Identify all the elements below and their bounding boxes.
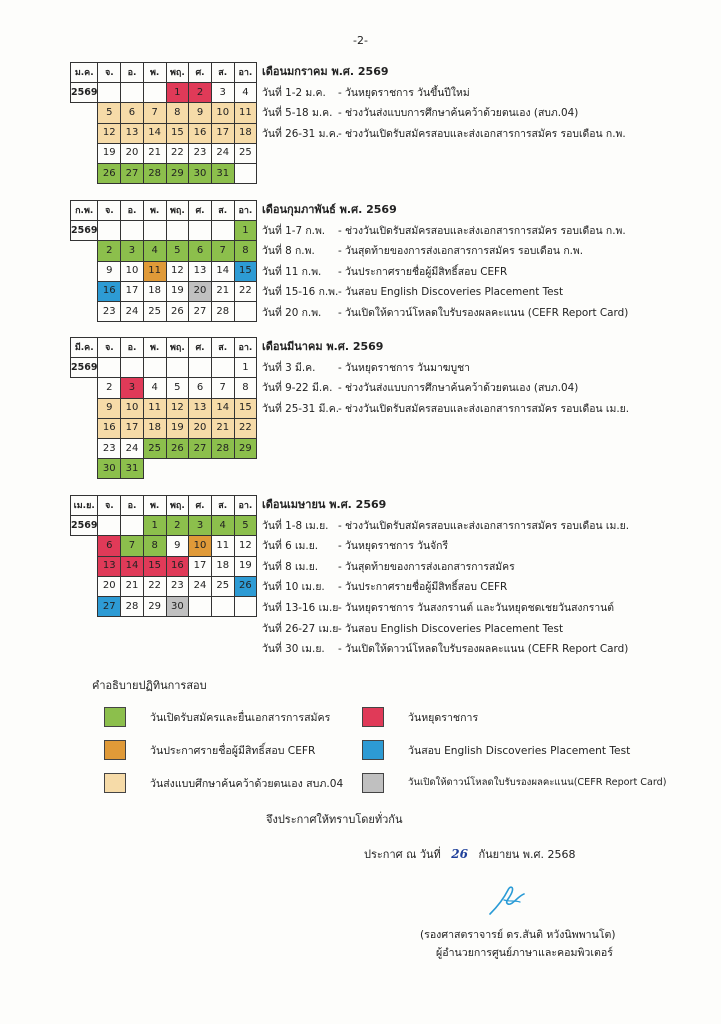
day-cell: 4 (143, 378, 166, 398)
day-cell: 7 (143, 103, 166, 123)
month-label: ก.พ. (71, 201, 98, 221)
empty-cell (71, 459, 98, 479)
day-cell: 11 (143, 261, 166, 281)
weekday-header: พฤ. (166, 201, 189, 221)
day-cell: 17 (189, 556, 212, 576)
event-item (262, 103, 626, 124)
empty-cell (71, 143, 98, 163)
event-item (262, 221, 628, 242)
day-cell: 9 (98, 398, 121, 418)
empty-cell (71, 556, 98, 576)
weekday-header: พ. (143, 201, 166, 221)
day-cell: 2 (166, 516, 189, 536)
day-cell: 23 (98, 438, 121, 458)
day-cell: 10 (211, 103, 234, 123)
day-cell: 27 (189, 438, 212, 458)
weekday-header: ส. (211, 63, 234, 83)
day-cell: 20 (189, 418, 212, 438)
event-item (262, 619, 629, 640)
day-cell: 10 (121, 261, 144, 281)
day-cell: 28 (211, 301, 234, 321)
day-cell: 17 (211, 123, 234, 143)
day-cell: 6 (189, 241, 212, 261)
day-cell: 6 (121, 103, 144, 123)
day-cell: 21 (143, 143, 166, 163)
month-label: มี.ค. (71, 338, 98, 358)
day-cell: 29 (143, 596, 166, 616)
weekday-header: อ. (121, 496, 144, 516)
day-cell: 23 (98, 301, 121, 321)
empty-cell (71, 576, 98, 596)
event-item (262, 303, 628, 324)
day-cell: 26 (166, 438, 189, 458)
day-cell: 27 (121, 163, 144, 183)
empty-cell (71, 123, 98, 143)
weekday-header: ศ. (189, 63, 212, 83)
day-cell (189, 596, 212, 616)
day-cell: 24 (211, 143, 234, 163)
day-cell (143, 358, 166, 378)
weekday-header: ศ. (189, 201, 212, 221)
day-cell: 10 (189, 536, 212, 556)
weekday-header: ศ. (189, 496, 212, 516)
weekday-header: จ. (98, 63, 121, 83)
day-cell (189, 221, 212, 241)
announcement-date (364, 845, 575, 863)
event-description: - ช่วงวันเปิดรับสมัครสอบและส่งเอกสารการสมัคร รอบเดือน เม.ย. (338, 402, 630, 415)
day-cell: 26 (98, 163, 121, 183)
day-cell: 16 (166, 556, 189, 576)
weekday-header: อ. (121, 201, 144, 221)
day-cell: 12 (234, 536, 257, 556)
day-cell (234, 301, 257, 321)
weekday-header: พฤ. (166, 338, 189, 358)
event-list (262, 62, 626, 144)
day-cell (211, 221, 234, 241)
day-cell: 19 (166, 418, 189, 438)
day-cell (143, 221, 166, 241)
day-cell: 19 (166, 281, 189, 301)
day-cell: 18 (143, 418, 166, 438)
announce-prefix: ประกาศ ณ วันที่ (364, 848, 441, 861)
signatory-position: ผู้อำนวยการศูนย์ภาษาและคอมพิวเตอร์ (436, 947, 613, 959)
day-cell: 27 (189, 301, 212, 321)
event-date: วันที่ 26-31 ม.ค. (262, 127, 339, 140)
day-cell: 14 (121, 556, 144, 576)
day-cell: 19 (234, 556, 257, 576)
legend-label: วันเปิดให้ดาวน์โหลดใบรับรองผลคะแนน(CEFR Report Card) (408, 777, 667, 788)
event-description: - วันเปิดให้ดาวน์โหลดใบรับรองผลคะแนน (CEFR Report Card) (338, 306, 629, 319)
weekday-header: จ. (98, 201, 121, 221)
day-cell: 26 (166, 301, 189, 321)
day-cell: 7 (211, 241, 234, 261)
day-cell: 1 (166, 83, 189, 103)
day-cell: 26 (234, 576, 257, 596)
event-item (262, 399, 629, 420)
day-cell: 31 (211, 163, 234, 183)
event-description: - ช่วงวันเปิดรับสมัครสอบและส่งเอกสารการสมัคร รอบเดือน ก.พ. (338, 224, 626, 237)
day-cell: 1 (234, 221, 257, 241)
event-description: - วันประกาศรายชื่อผู้มีสิทธิ์สอบ CEFR (338, 581, 508, 594)
event-description: - วันเปิดให้ดาวน์โหลดใบรับรองผลคะแนน (CEFR Report Card) (338, 643, 629, 656)
day-cell: 21 (211, 418, 234, 438)
event-item (262, 598, 629, 619)
legend-label: วันประกาศรายชื่อผู้มีสิทธิ์สอบ CEFR (150, 745, 316, 757)
day-cell: 14 (211, 261, 234, 281)
day-cell: 8 (143, 536, 166, 556)
day-cell: 17 (121, 418, 144, 438)
weekday-header: พ. (143, 496, 166, 516)
day-cell: 13 (121, 123, 144, 143)
legend-title: คำอธิบายปฏิทินการสอบ (92, 679, 207, 692)
weekday-header: พ. (143, 338, 166, 358)
day-cell: 18 (211, 556, 234, 576)
day-cell: 2 (98, 378, 121, 398)
event-date: วันที่ 6 เม.ย. (262, 540, 319, 553)
legend-swatch (362, 773, 384, 793)
event-item (262, 241, 628, 262)
event-date: วันที่ 13-16 เม.ย (262, 601, 339, 614)
day-cell: 5 (234, 516, 257, 536)
day-cell: 2 (98, 241, 121, 261)
day-cell: 8 (166, 103, 189, 123)
day-cell: 5 (166, 241, 189, 261)
empty-cell (71, 241, 98, 261)
day-cell: 13 (189, 398, 212, 418)
day-cell: 4 (211, 516, 234, 536)
day-cell: 15 (234, 261, 257, 281)
day-cell: 11 (234, 103, 257, 123)
event-list (262, 200, 628, 324)
day-cell: 28 (211, 438, 234, 458)
event-date: วันที่ 8 เม.ย. (262, 560, 319, 573)
calendar-table (70, 200, 257, 322)
month-title: เดือนกุมภาพันธ์ พ.ศ. 2569 (262, 203, 397, 216)
legend-label: วันหยุดราชการ (408, 712, 479, 724)
day-cell: 4 (234, 83, 257, 103)
day-cell: 25 (211, 576, 234, 596)
event-description: - วันสุดท้ายของการส่งเอกสารการสมัคร รอบเดือน ก.พ. (338, 245, 584, 258)
empty-cell (71, 281, 98, 301)
weekday-header: พฤ. (166, 63, 189, 83)
announce-suffix: กันยายน พ.ศ. 2568 (478, 848, 576, 861)
day-cell: 17 (121, 281, 144, 301)
weekday-header: จ. (98, 496, 121, 516)
day-cell: 5 (98, 103, 121, 123)
day-cell: 25 (143, 438, 166, 458)
event-date: วันที่ 9-22 มี.ค. (262, 382, 333, 395)
day-cell: 3 (121, 378, 144, 398)
legend-label: วันสอบ English Discoveries Placement Test (408, 745, 631, 757)
event-description: - ช่วงวันเปิดรับสมัครสอบและส่งเอกสารการสมัคร รอบเดือน ก.พ. (338, 127, 626, 140)
event-date: วันที่ 15-16 ก.พ. (262, 286, 339, 299)
signature-icon (484, 880, 534, 920)
event-date: วันที่ 1-8 เม.ย. (262, 519, 329, 532)
event-description: - วันประกาศรายชื่อผู้มีสิทธิ์สอบ CEFR (338, 265, 508, 278)
day-cell: 28 (121, 596, 144, 616)
year-label: 2569 (71, 83, 98, 103)
day-cell: 9 (98, 261, 121, 281)
day-cell: 3 (211, 83, 234, 103)
event-description: - วันสอบ English Discoveries Placement Test (338, 622, 564, 635)
legend-swatch (362, 707, 384, 727)
event-description: - วันหยุดราชการ วันมาฆบูชา (338, 361, 470, 374)
day-cell (98, 516, 121, 536)
day-cell (121, 516, 144, 536)
day-cell: 24 (121, 301, 144, 321)
weekday-header: อา. (234, 338, 257, 358)
event-description: - วันหยุดราชการ วันสงกรานต์ และวันหยุดชดเชยวันสงกรานต์ (338, 601, 615, 614)
event-item (262, 557, 629, 578)
event-date: วันที่ 1-7 ก.พ. (262, 224, 326, 237)
day-cell (211, 596, 234, 616)
event-date: วันที่ 5-18 ม.ค. (262, 107, 333, 120)
event-date: วันที่ 8 ก.พ. (262, 245, 315, 258)
legend-swatch (362, 740, 384, 760)
day-cell: 21 (121, 576, 144, 596)
day-cell (98, 358, 121, 378)
event-item (262, 639, 629, 660)
day-cell: 12 (166, 398, 189, 418)
signatory-name: (รองศาสตราจารย์ ดร.สันติ หวังนิพพานโต) (420, 929, 616, 941)
day-cell: 1 (234, 358, 257, 378)
weekday-header: อา. (234, 63, 257, 83)
event-item (262, 124, 626, 145)
day-cell: 20 (98, 576, 121, 596)
day-cell: 16 (98, 418, 121, 438)
event-description: - วันหยุดราชการ วันขึ้นปีใหม่ (338, 86, 470, 99)
event-description: - ช่วงวันส่งแบบการศึกษาค้นคว้าด้วยตนเอง (สบภ.04) (338, 107, 579, 120)
day-cell: 24 (121, 438, 144, 458)
weekday-header: พฤ. (166, 496, 189, 516)
legend-swatch (104, 773, 126, 793)
month-title: เดือนมกราคม พ.ศ. 2569 (262, 65, 389, 78)
event-description: - ช่วงวันส่งแบบการศึกษาค้นคว้าด้วยตนเอง (สบภ.04) (338, 382, 579, 395)
event-date: วันที่ 10 เม.ย. (262, 581, 325, 594)
event-date: วันที่ 30 เม.ย. (262, 643, 325, 656)
event-item (262, 516, 629, 537)
day-cell: 18 (234, 123, 257, 143)
day-cell: 30 (166, 596, 189, 616)
day-cell: 16 (189, 123, 212, 143)
day-cell: 5 (166, 378, 189, 398)
day-cell: 29 (166, 163, 189, 183)
empty-cell (71, 596, 98, 616)
calendar-table (70, 337, 257, 479)
weekday-header: อ. (121, 63, 144, 83)
day-cell: 7 (211, 378, 234, 398)
day-cell: 8 (234, 241, 257, 261)
empty-cell (71, 418, 98, 438)
page-number: -2- (353, 34, 368, 47)
event-description: - วันสุดท้ายของการส่งเอกสารการสมัคร (338, 560, 515, 573)
weekday-header: ส. (211, 201, 234, 221)
day-cell: 9 (189, 103, 212, 123)
day-cell: 21 (211, 281, 234, 301)
weekday-header: ส. (211, 496, 234, 516)
day-cell (166, 221, 189, 241)
day-cell: 12 (166, 261, 189, 281)
day-cell: 6 (98, 536, 121, 556)
day-cell: 23 (189, 143, 212, 163)
month-title: เดือนมีนาคม พ.ศ. 2569 (262, 340, 384, 353)
day-cell (211, 358, 234, 378)
day-cell: 27 (98, 596, 121, 616)
day-cell: 13 (98, 556, 121, 576)
day-cell: 1 (143, 516, 166, 536)
month-title: เดือนเมษายน พ.ศ. 2569 (262, 498, 387, 511)
legend-label: วันเปิดรับสมัครและยื่นเอกสารการสมัคร (150, 712, 331, 724)
event-list (262, 337, 629, 419)
event-description: - วันสอบ English Discoveries Placement Test (338, 286, 564, 299)
day-cell: 22 (234, 281, 257, 301)
day-cell: 19 (98, 143, 121, 163)
day-cell (121, 221, 144, 241)
event-date: วันที่ 3 มี.ค. (262, 361, 316, 374)
announce-day: 26 (451, 847, 468, 861)
day-cell: 24 (189, 576, 212, 596)
day-cell: 25 (143, 301, 166, 321)
day-cell: 15 (234, 398, 257, 418)
day-cell: 11 (143, 398, 166, 418)
day-cell: 30 (98, 459, 121, 479)
empty-cell (71, 163, 98, 183)
day-cell: 13 (189, 261, 212, 281)
year-label: 2569 (71, 358, 98, 378)
event-description: - ช่วงวันเปิดรับสมัครสอบและส่งเอกสารการสมัคร รอบเดือน เม.ย. (338, 519, 630, 532)
year-label: 2569 (71, 221, 98, 241)
notice-text: จึงประกาศให้ทราบโดยทั่วกัน (266, 813, 403, 826)
weekday-header: พ. (143, 63, 166, 83)
day-cell (234, 596, 257, 616)
weekday-header: ศ. (189, 338, 212, 358)
event-item (262, 577, 629, 598)
empty-cell (71, 438, 98, 458)
day-cell (189, 358, 212, 378)
event-date: วันที่ 25-31 มี.ค. (262, 402, 339, 415)
month-label: เม.ย. (71, 496, 98, 516)
event-date: วันที่ 26-27 เม.ย (262, 622, 339, 635)
empty-cell (71, 398, 98, 418)
day-cell: 2 (189, 83, 212, 103)
event-date: วันที่ 11 ก.พ. (262, 265, 322, 278)
event-item (262, 358, 629, 379)
day-cell (121, 83, 144, 103)
empty-cell (71, 103, 98, 123)
day-cell (234, 163, 257, 183)
day-cell: 30 (189, 163, 212, 183)
day-cell (98, 83, 121, 103)
day-cell: 4 (143, 241, 166, 261)
calendar-table (70, 495, 257, 617)
event-item (262, 378, 629, 399)
day-cell: 14 (143, 123, 166, 143)
day-cell: 31 (121, 459, 144, 479)
event-date: วันที่ 20 ก.พ. (262, 306, 322, 319)
weekday-header: อ. (121, 338, 144, 358)
empty-cell (71, 378, 98, 398)
day-cell: 16 (98, 281, 121, 301)
day-cell: 9 (166, 536, 189, 556)
empty-cell (71, 261, 98, 281)
event-item (262, 83, 626, 104)
day-cell: 15 (143, 556, 166, 576)
day-cell: 8 (234, 378, 257, 398)
event-description: - วันหยุดราชการ วันจักรี (338, 540, 449, 553)
year-label: 2569 (71, 516, 98, 536)
day-cell: 20 (189, 281, 212, 301)
day-cell (143, 83, 166, 103)
day-cell: 28 (143, 163, 166, 183)
empty-cell (71, 301, 98, 321)
weekday-header: อา. (234, 496, 257, 516)
day-cell: 25 (234, 143, 257, 163)
event-item (262, 536, 629, 557)
event-item (262, 262, 628, 283)
day-cell: 3 (121, 241, 144, 261)
day-cell: 12 (98, 123, 121, 143)
day-cell: 15 (166, 123, 189, 143)
day-cell: 22 (234, 418, 257, 438)
weekday-header: จ. (98, 338, 121, 358)
day-cell: 29 (234, 438, 257, 458)
day-cell: 22 (143, 576, 166, 596)
day-cell: 7 (121, 536, 144, 556)
weekday-header: ส. (211, 338, 234, 358)
event-item (262, 282, 628, 303)
legend-label: วันส่งแบบศึกษาค้นคว้าด้วยตนเอง สบภ.04 (150, 778, 344, 790)
legend-swatch (104, 707, 126, 727)
legend-swatch (104, 740, 126, 760)
day-cell: 18 (143, 281, 166, 301)
day-cell: 23 (166, 576, 189, 596)
day-cell: 22 (166, 143, 189, 163)
calendar-table (70, 62, 257, 184)
day-cell: 3 (189, 516, 212, 536)
day-cell: 20 (121, 143, 144, 163)
day-cell: 11 (211, 536, 234, 556)
day-cell (121, 358, 144, 378)
day-cell: 10 (121, 398, 144, 418)
event-list (262, 495, 629, 660)
day-cell: 6 (189, 378, 212, 398)
day-cell: 14 (211, 398, 234, 418)
day-cell (166, 358, 189, 378)
month-label: ม.ค. (71, 63, 98, 83)
day-cell (98, 221, 121, 241)
weekday-header: อา. (234, 201, 257, 221)
event-date: วันที่ 1-2 ม.ค. (262, 86, 326, 99)
empty-cell (71, 536, 98, 556)
